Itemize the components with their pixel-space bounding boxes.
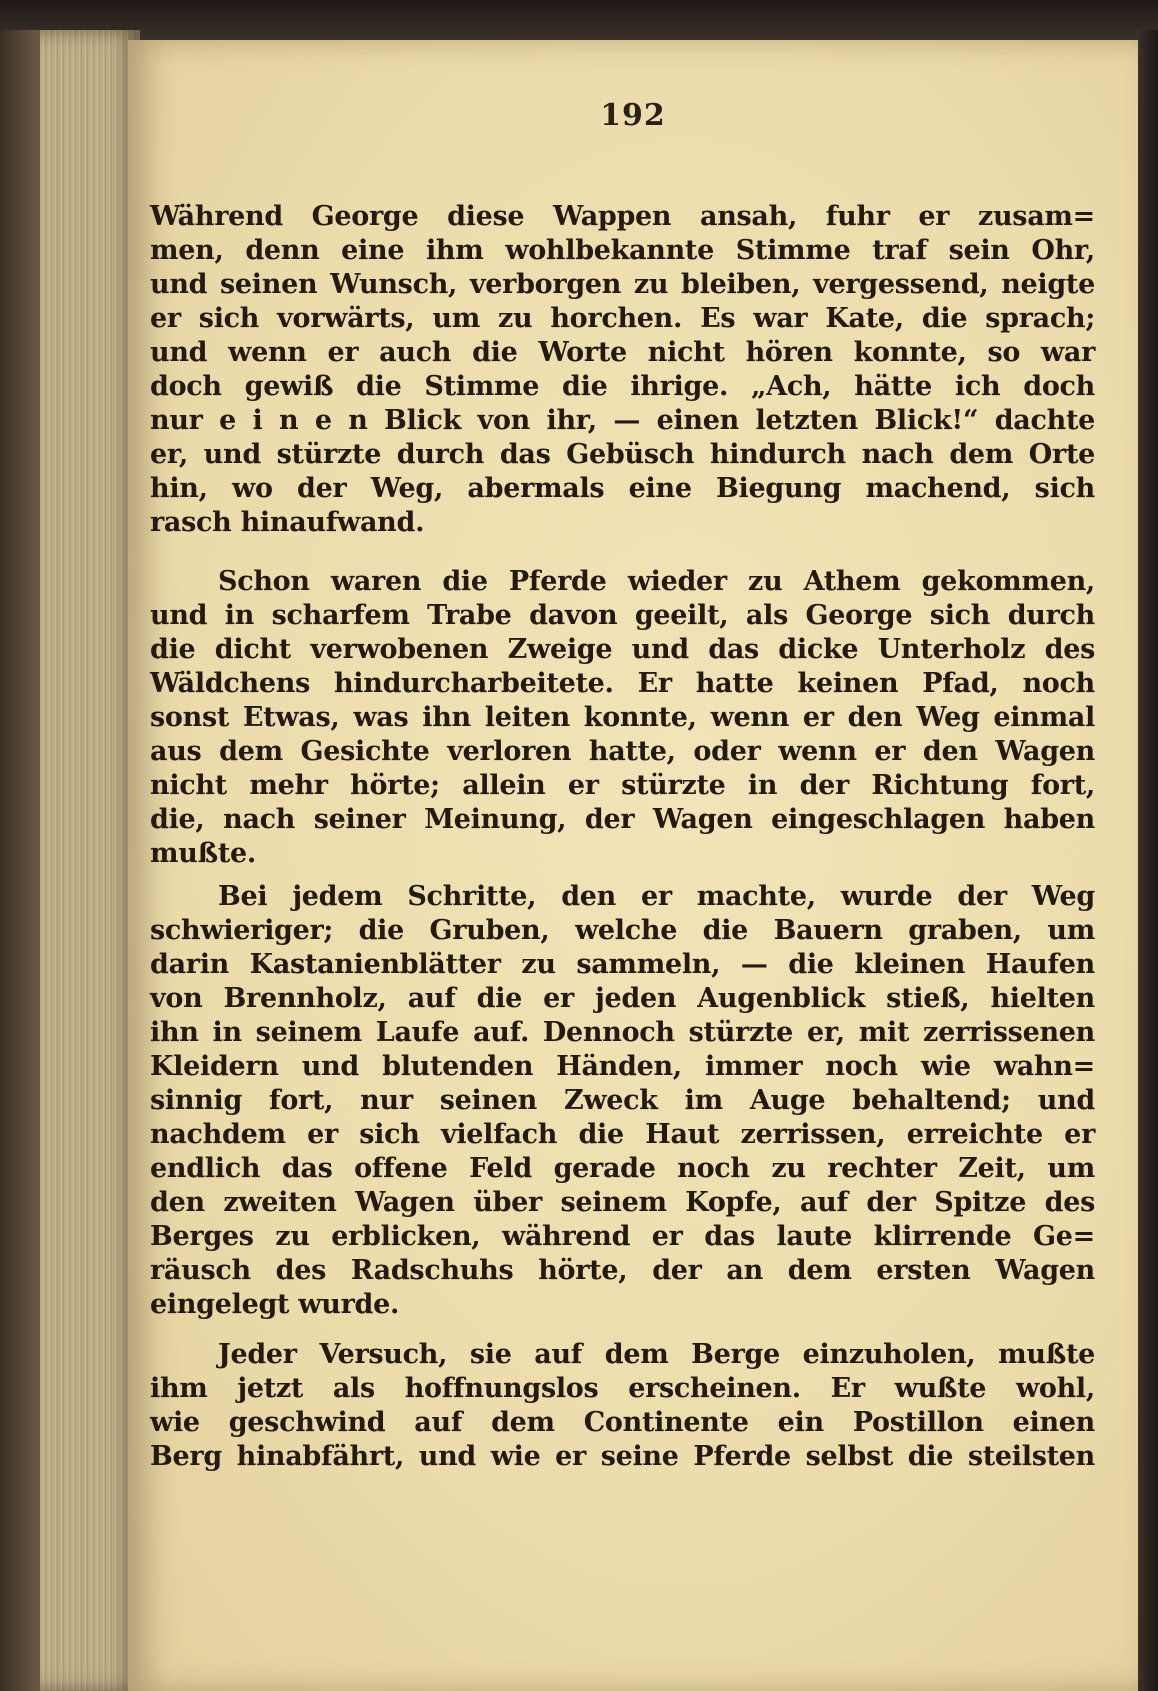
text-line: Bei jedem Schritte, den er machte, wurde der Weg <box>218 881 1095 912</box>
body-text <box>150 0 1095 1691</box>
text-line: Schon waren die Pferde wieder zu Athem gekommen, <box>218 566 1095 597</box>
text-line: er sich vorwärts, um zu horchen. Es war Kate, die sprach; <box>150 303 1095 334</box>
text-line: sinnig fort, nur seinen Zweck im Auge behaltend; und <box>150 1085 1095 1116</box>
book-spine-shadow <box>0 30 40 1691</box>
text-line: men, denn eine ihm wohlbekannte Stimme traf sein Ohr, <box>150 235 1095 266</box>
book-cover-right <box>1136 30 1158 1691</box>
text-line: schwieriger; die Gruben, welche die Bauern graben, um <box>150 915 1095 946</box>
page-number: 192 <box>600 98 666 133</box>
text-line: darin Kastanienblätter zu sammeln, — die kleinen Haufen <box>150 949 1095 980</box>
text-line: Berges zu erblicken, während er das laute klirrende Ge= <box>150 1221 1095 1252</box>
text-line: nicht mehr hörte; allein er stürzte in der Richtung fort, <box>150 770 1095 801</box>
text-line: Kleidern und blutenden Händen, immer noch wie wahn= <box>150 1051 1095 1082</box>
text-line: den zweiten Wagen über seinem Kopfe, auf der Spitze des <box>150 1187 1095 1218</box>
text-line: eingelegt wurde. <box>150 1289 400 1320</box>
text-line: nachdem er sich vielfach die Haut zerrissen, erreichte er <box>150 1119 1095 1150</box>
text-line: die, nach seiner Meinung, der Wagen eingeschlagen haben <box>150 804 1095 835</box>
text-line: wie geschwind auf dem Continente ein Postillon einen <box>150 1407 1095 1438</box>
text-line: ihn in seinem Laufe auf. Dennoch stürzte er, mit zerrissenen <box>150 1017 1095 1048</box>
text-line: mußte. <box>150 838 256 869</box>
text-line: endlich das offene Feld gerade noch zu rechter Zeit, um <box>150 1153 1095 1184</box>
text-line: ihm jetzt als hoffnungslos erscheinen. Er wußte wohl, <box>150 1373 1095 1404</box>
text-line: rasch hinaufwand. <box>150 507 425 538</box>
text-line: Berg hinabfährt, und wie er seine Pferde selbst die steilsten <box>150 1441 1095 1472</box>
text-line: doch gewiß die Stimme die ihrige. „Ach, hätte ich doch <box>150 371 1095 402</box>
text-line: Jeder Versuch, sie auf dem Berge einzuholen, mußte <box>218 1339 1095 1370</box>
text-line: und wenn er auch die Worte nicht hören konnte, so war <box>150 337 1095 368</box>
text-line: von Brennholz, auf die er jeden Augenblick stieß, hielten <box>150 983 1095 1014</box>
text-line: hin, wo der Weg, abermals eine Biegung machend, sich <box>150 473 1095 504</box>
text-line: und seinen Wunsch, verborgen zu bleiben, vergessend, neigte <box>150 269 1095 300</box>
text-line: nur e i n e n Blick von ihr, — einen letzten Blick!“ dachte <box>150 405 1095 436</box>
text-line: sonst Etwas, was ihn leiten konnte, wenn er den Weg einmal <box>150 702 1095 733</box>
text-line: er, und stürzte durch das Gebüsch hindurch nach dem Orte <box>150 439 1095 470</box>
text-line: Wäldchens hindurcharbeitete. Er hatte keinen Pfad, noch <box>150 668 1095 699</box>
text-line: aus dem Gesichte verloren hatte, oder wenn er den Wagen <box>150 736 1095 767</box>
text-line: und in scharfem Trabe davon geeilt, als George sich durch <box>150 600 1095 631</box>
text-line: räusch des Radschuhs hörte, der an dem ersten Wagen <box>150 1255 1095 1286</box>
text-line: die dicht verwobenen Zweige und das dicke Unterholz des <box>150 634 1095 665</box>
text-line: Während George diese Wappen ansah, fuhr er zusam= <box>150 201 1095 232</box>
